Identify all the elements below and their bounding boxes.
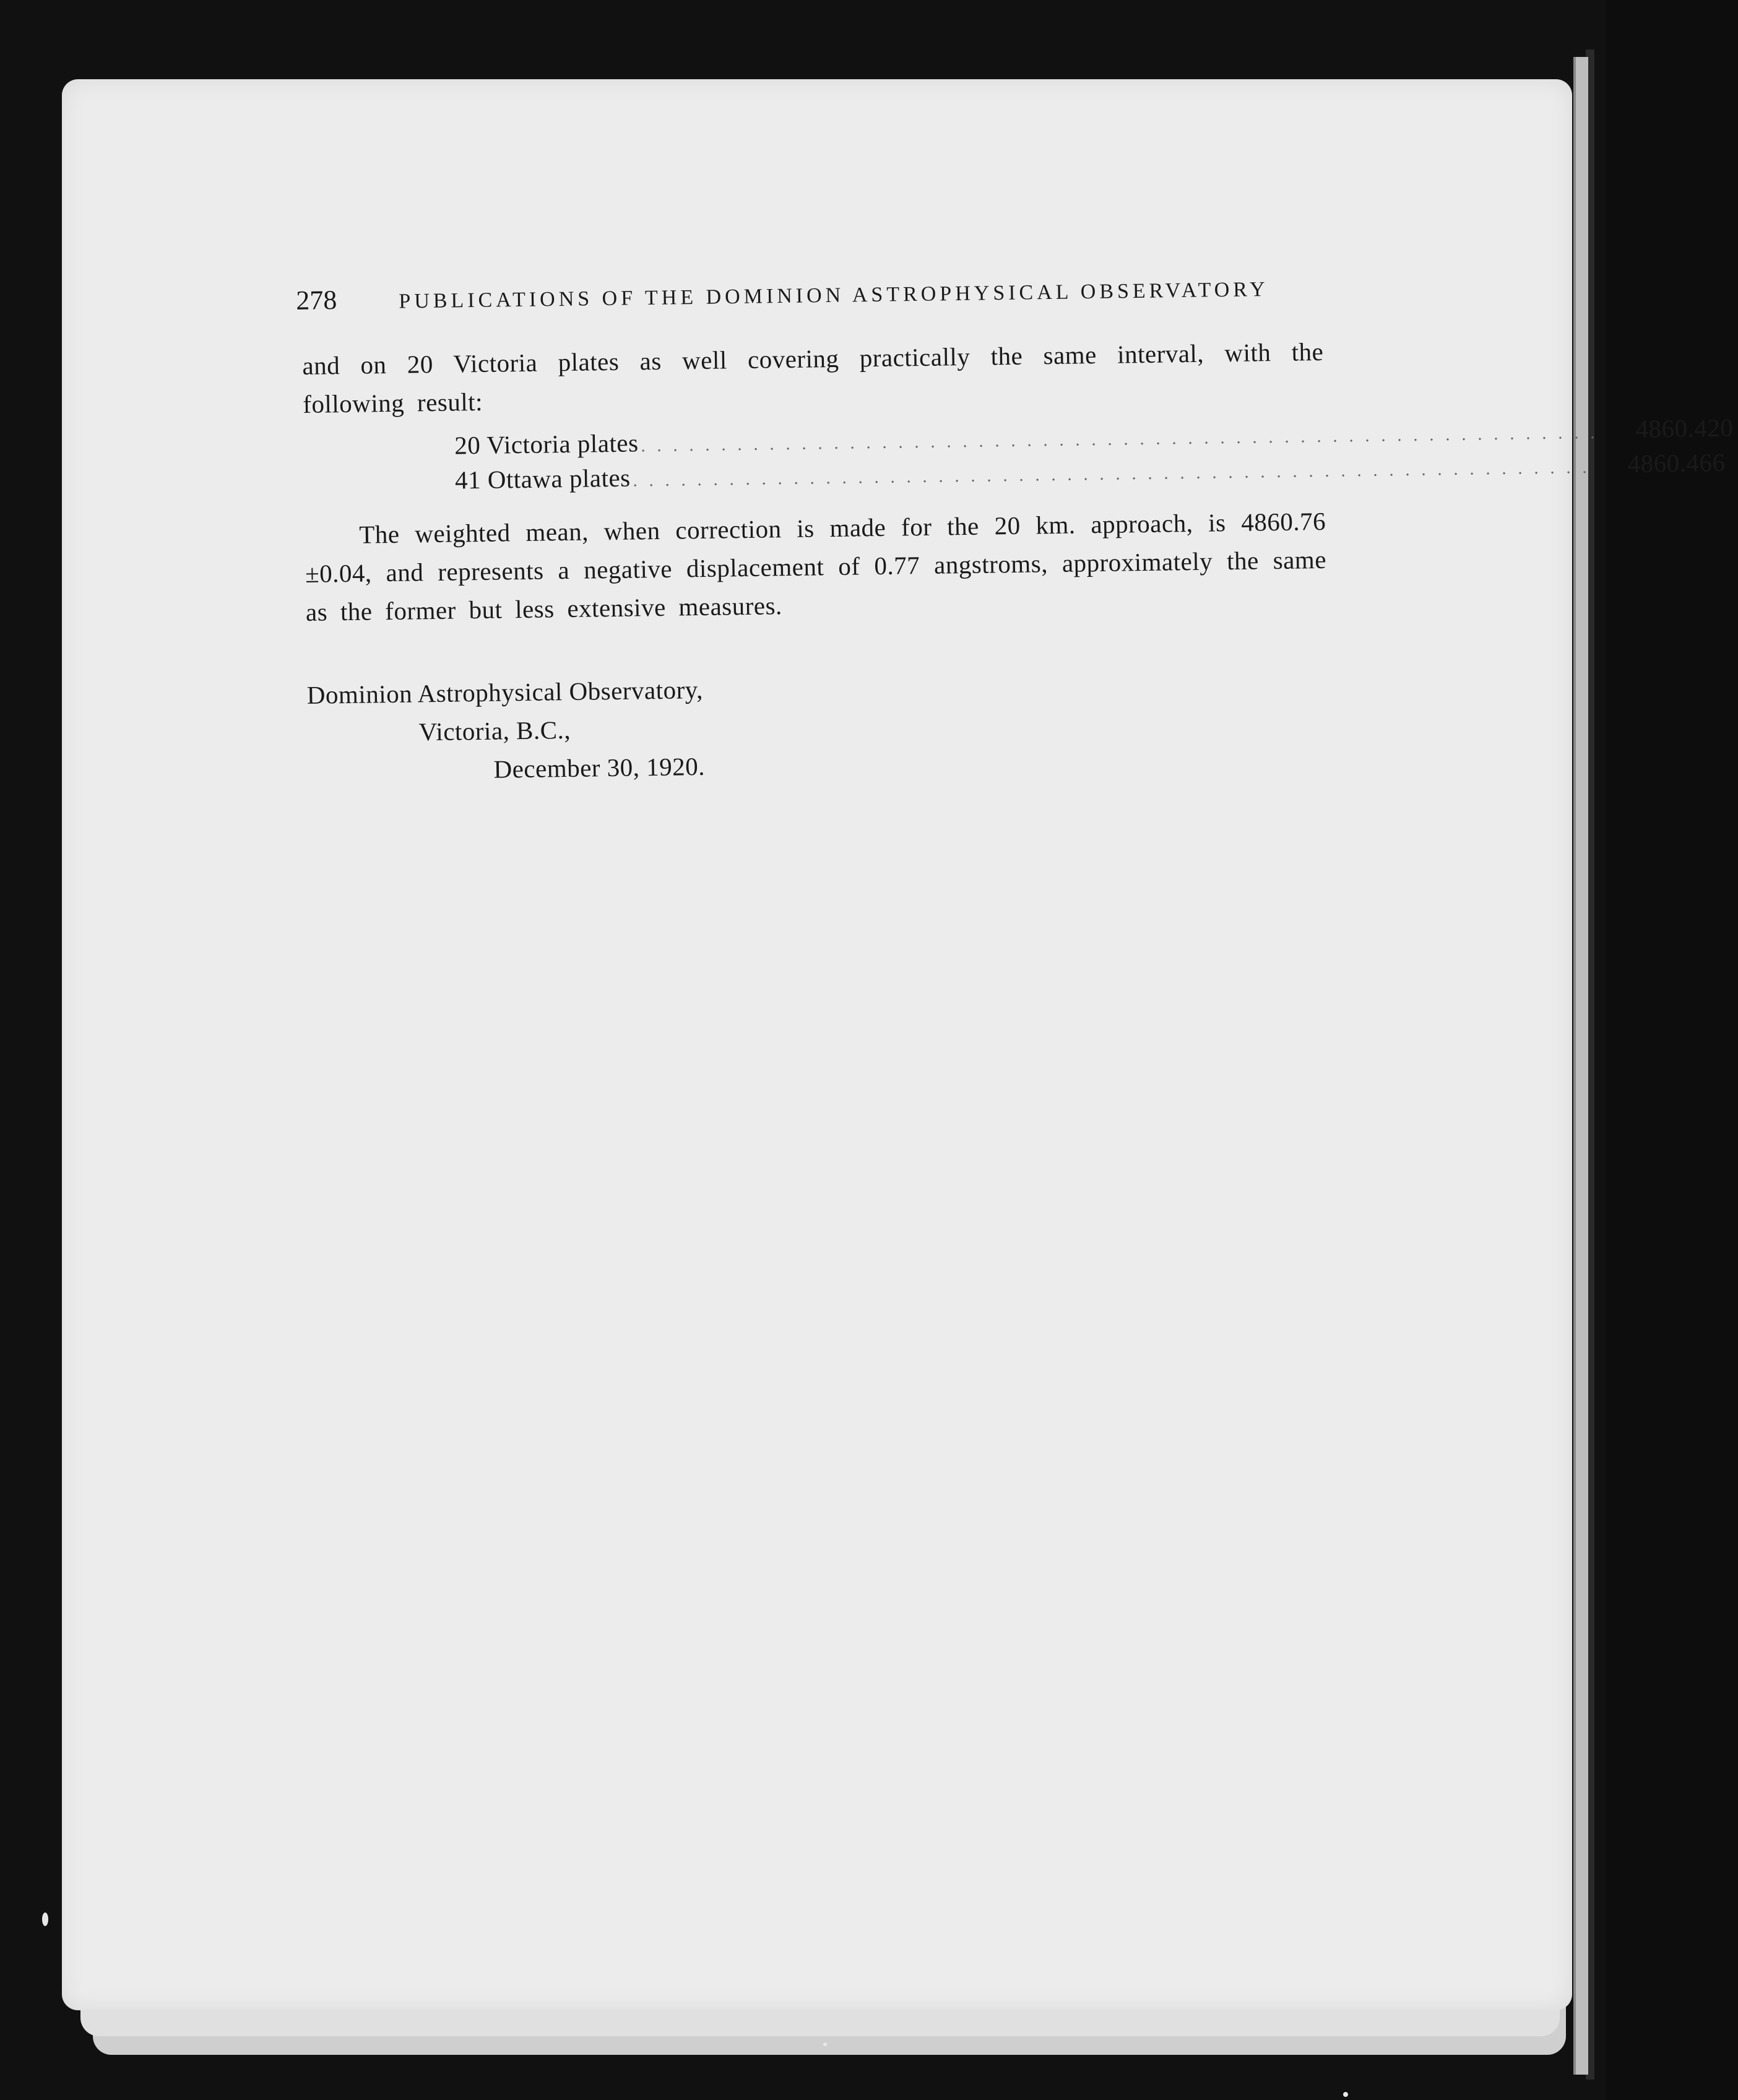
dust-speck [823,2042,827,2046]
conclusion-paragraph: The weighted mean, when correction is made for the 20 km. approach, is 4860.76 ±0.04, and represents a negative displacement of 0.77 angstroms, approximately the same as the former but less extensive measures. [305,506,1327,626]
dust-speck [1343,2092,1348,2097]
results-table [303,413,1734,498]
signature-institution: Dominion Astrophysical Observatory, [306,675,704,709]
row-label: 41 Ottawa plates [454,463,631,495]
signature-date: December 30, 1920. [493,751,706,784]
table-row [454,413,1734,461]
row-value: 4860.420 [1635,413,1734,443]
page-body [302,332,1734,791]
row-value: 4860.466 [1627,447,1726,478]
signature-location: Victoria, B.C., [418,715,571,746]
row-label: 20 Victoria plates [454,428,639,460]
signature-block [306,662,1329,791]
leader-dots: . . . . . . . . . . . . . . . . . . . . . . . . . . . . . . . . . . . . . . . . . . . . . . . . . . . . . . . . . . . . [641,423,1599,456]
running-header-title: PUBLICATIONS OF THE DOMINION ASTROPHYSICAL OBSERVATORY [399,278,1269,313]
page-number: 278 [296,285,337,316]
intro-paragraph: and on 20 Victoria plates as well covering practically the same interval, with the following result: [302,337,1324,418]
dust-speck [42,1912,48,1926]
leader-dots: . . . . . . . . . . . . . . . . . . . . . . . . . . . . . . . . . . . . . . . . . . . . . . . . . . . . . . . . . . . . [633,457,1591,491]
binding-edge [1573,57,1588,2075]
